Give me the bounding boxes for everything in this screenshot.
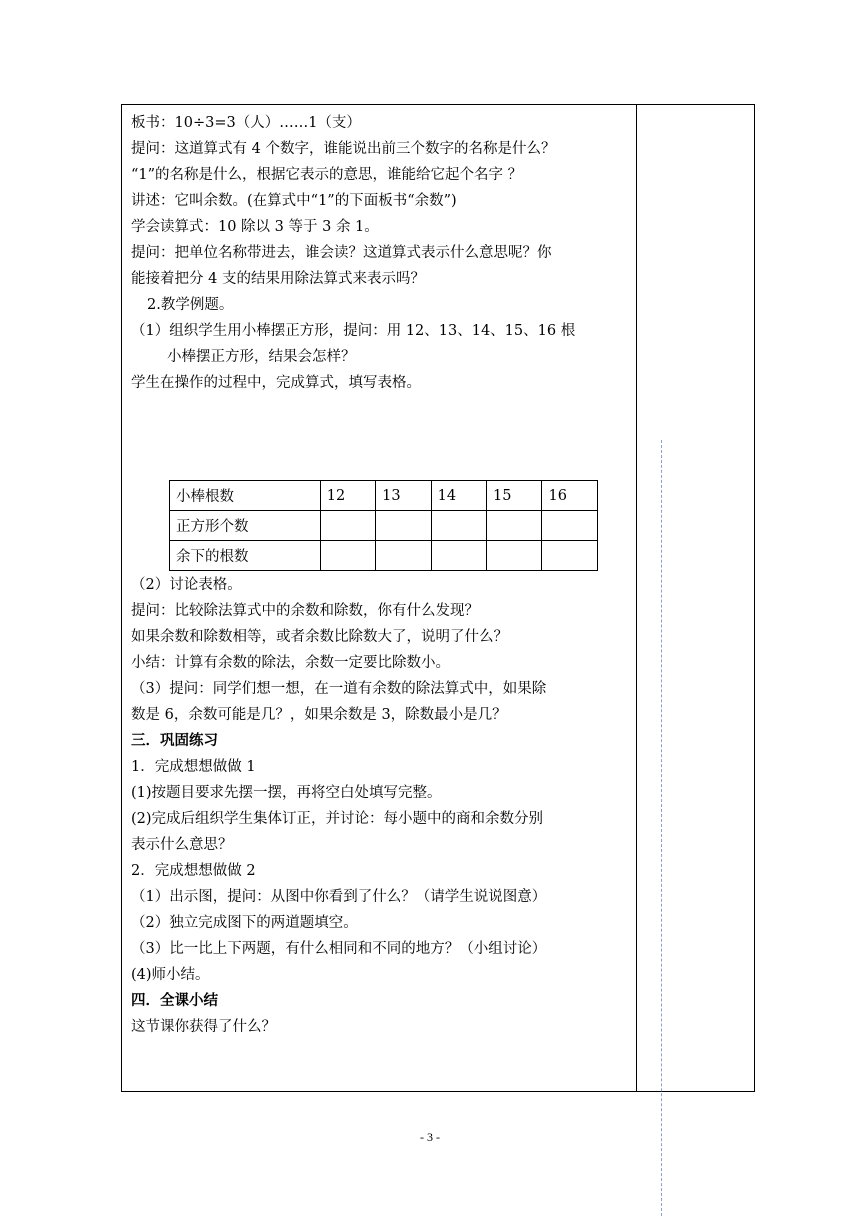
margin-dashed-line bbox=[661, 440, 662, 1216]
text-line: 学生在操作的过程中，完成算式，填写表格。 bbox=[131, 375, 421, 391]
text-line: （1）出示图，提问：从图中你看到了什么？（请学生说说图意） bbox=[131, 889, 547, 905]
table-cell bbox=[320, 541, 375, 571]
lesson-content-top bbox=[131, 110, 631, 396]
text-line: 提问：这道算式有 4 个数字，谁能说出前三个数字的名称是什么？ bbox=[131, 141, 556, 157]
table-cell bbox=[542, 511, 598, 541]
table-cell: 12 bbox=[320, 481, 375, 511]
column-divider bbox=[636, 104, 637, 1092]
text-line: （1）组织学生用小棒摆正方形，提问：用 12、13、14、15、16 根 bbox=[131, 323, 576, 339]
table-cell bbox=[431, 541, 486, 571]
lesson-content-bottom bbox=[131, 572, 631, 1040]
table-cell: 小棒根数 bbox=[170, 481, 321, 511]
text-line: 学会读算式：10 除以 3 等于 3 余 1。 bbox=[131, 219, 379, 235]
text-line: 小棒摆正方形，结果会怎样？ bbox=[167, 349, 356, 365]
section-heading: 四．全课小结 bbox=[131, 992, 218, 1009]
text-line: 2.教学例题。 bbox=[147, 297, 234, 313]
table-cell bbox=[487, 541, 542, 571]
text-line: 提问：把单位名称带进去，谁会读？这道算式表示什么意思呢？你 bbox=[131, 245, 552, 261]
table-cell: 16 bbox=[542, 481, 598, 511]
table-cell bbox=[542, 541, 598, 571]
text-line: 1．完成想想做做 1 bbox=[131, 759, 256, 775]
text-line: (2)完成后组织学生集体订正，并讨论：每小题中的商和余数分别 bbox=[131, 811, 544, 827]
text-line: 提问：比较除法算式中的余数和除数，你有什么发现？ bbox=[131, 603, 479, 619]
text-line: (1)按题目要求先摆一摆，再将空白处填写完整。 bbox=[131, 785, 442, 801]
table-cell bbox=[376, 511, 431, 541]
text-line: （2）独立完成图下的两道题填空。 bbox=[131, 915, 358, 931]
table-cell bbox=[487, 511, 542, 541]
text-line: 表示什么意思？ bbox=[131, 837, 233, 853]
table-row bbox=[170, 511, 598, 541]
text-line: （3）提问：同学们想一想，在一道有余数的除法算式中，如果除 bbox=[131, 681, 547, 697]
text-line: 2．完成想想做做 2 bbox=[131, 863, 256, 879]
text-line: “1”的名称是什么，根据它表示的意思，谁能给它起个名字 ？ bbox=[131, 167, 523, 183]
text-line: 板书：10÷3=3（人）……1（支） bbox=[131, 115, 361, 131]
text-line: 能接着把分 4 支的结果用除法算式来表示吗？ bbox=[131, 271, 425, 287]
table-cell: 15 bbox=[487, 481, 542, 511]
text-line: 讲述：它叫余数。(在算式中“1”的下面板书“余数”) bbox=[131, 193, 457, 209]
stick-square-table bbox=[169, 480, 598, 571]
text-line: 这节课你获得了什么？ bbox=[131, 1019, 276, 1035]
text-line: （3）比一比上下两题，有什么相同和不同的地方？（小组讨论） bbox=[131, 941, 547, 957]
text-line: 小结：计算有余数的除法，余数一定要比除数小。 bbox=[131, 655, 450, 671]
table-row bbox=[170, 541, 598, 571]
page-number: - 3 - bbox=[420, 1130, 440, 1144]
table-cell: 正方形个数 bbox=[170, 511, 321, 541]
table-cell bbox=[320, 511, 375, 541]
table-cell bbox=[376, 541, 431, 571]
table-cell bbox=[431, 511, 486, 541]
section-heading: 三．巩固练习 bbox=[131, 732, 218, 749]
text-line: （2）讨论表格。 bbox=[131, 577, 242, 593]
text-line: 如果余数和除数相等，或者余数比除数大了，说明了什么？ bbox=[131, 629, 508, 645]
text-line: (4)师小结。 bbox=[131, 967, 210, 983]
table-cell: 余下的根数 bbox=[170, 541, 321, 571]
table-row bbox=[170, 481, 598, 511]
table-cell: 13 bbox=[376, 481, 431, 511]
text-line: 数是 6，余数可能是几？，如果余数是 3，除数最小是几？ bbox=[131, 707, 507, 723]
table-cell: 14 bbox=[431, 481, 486, 511]
